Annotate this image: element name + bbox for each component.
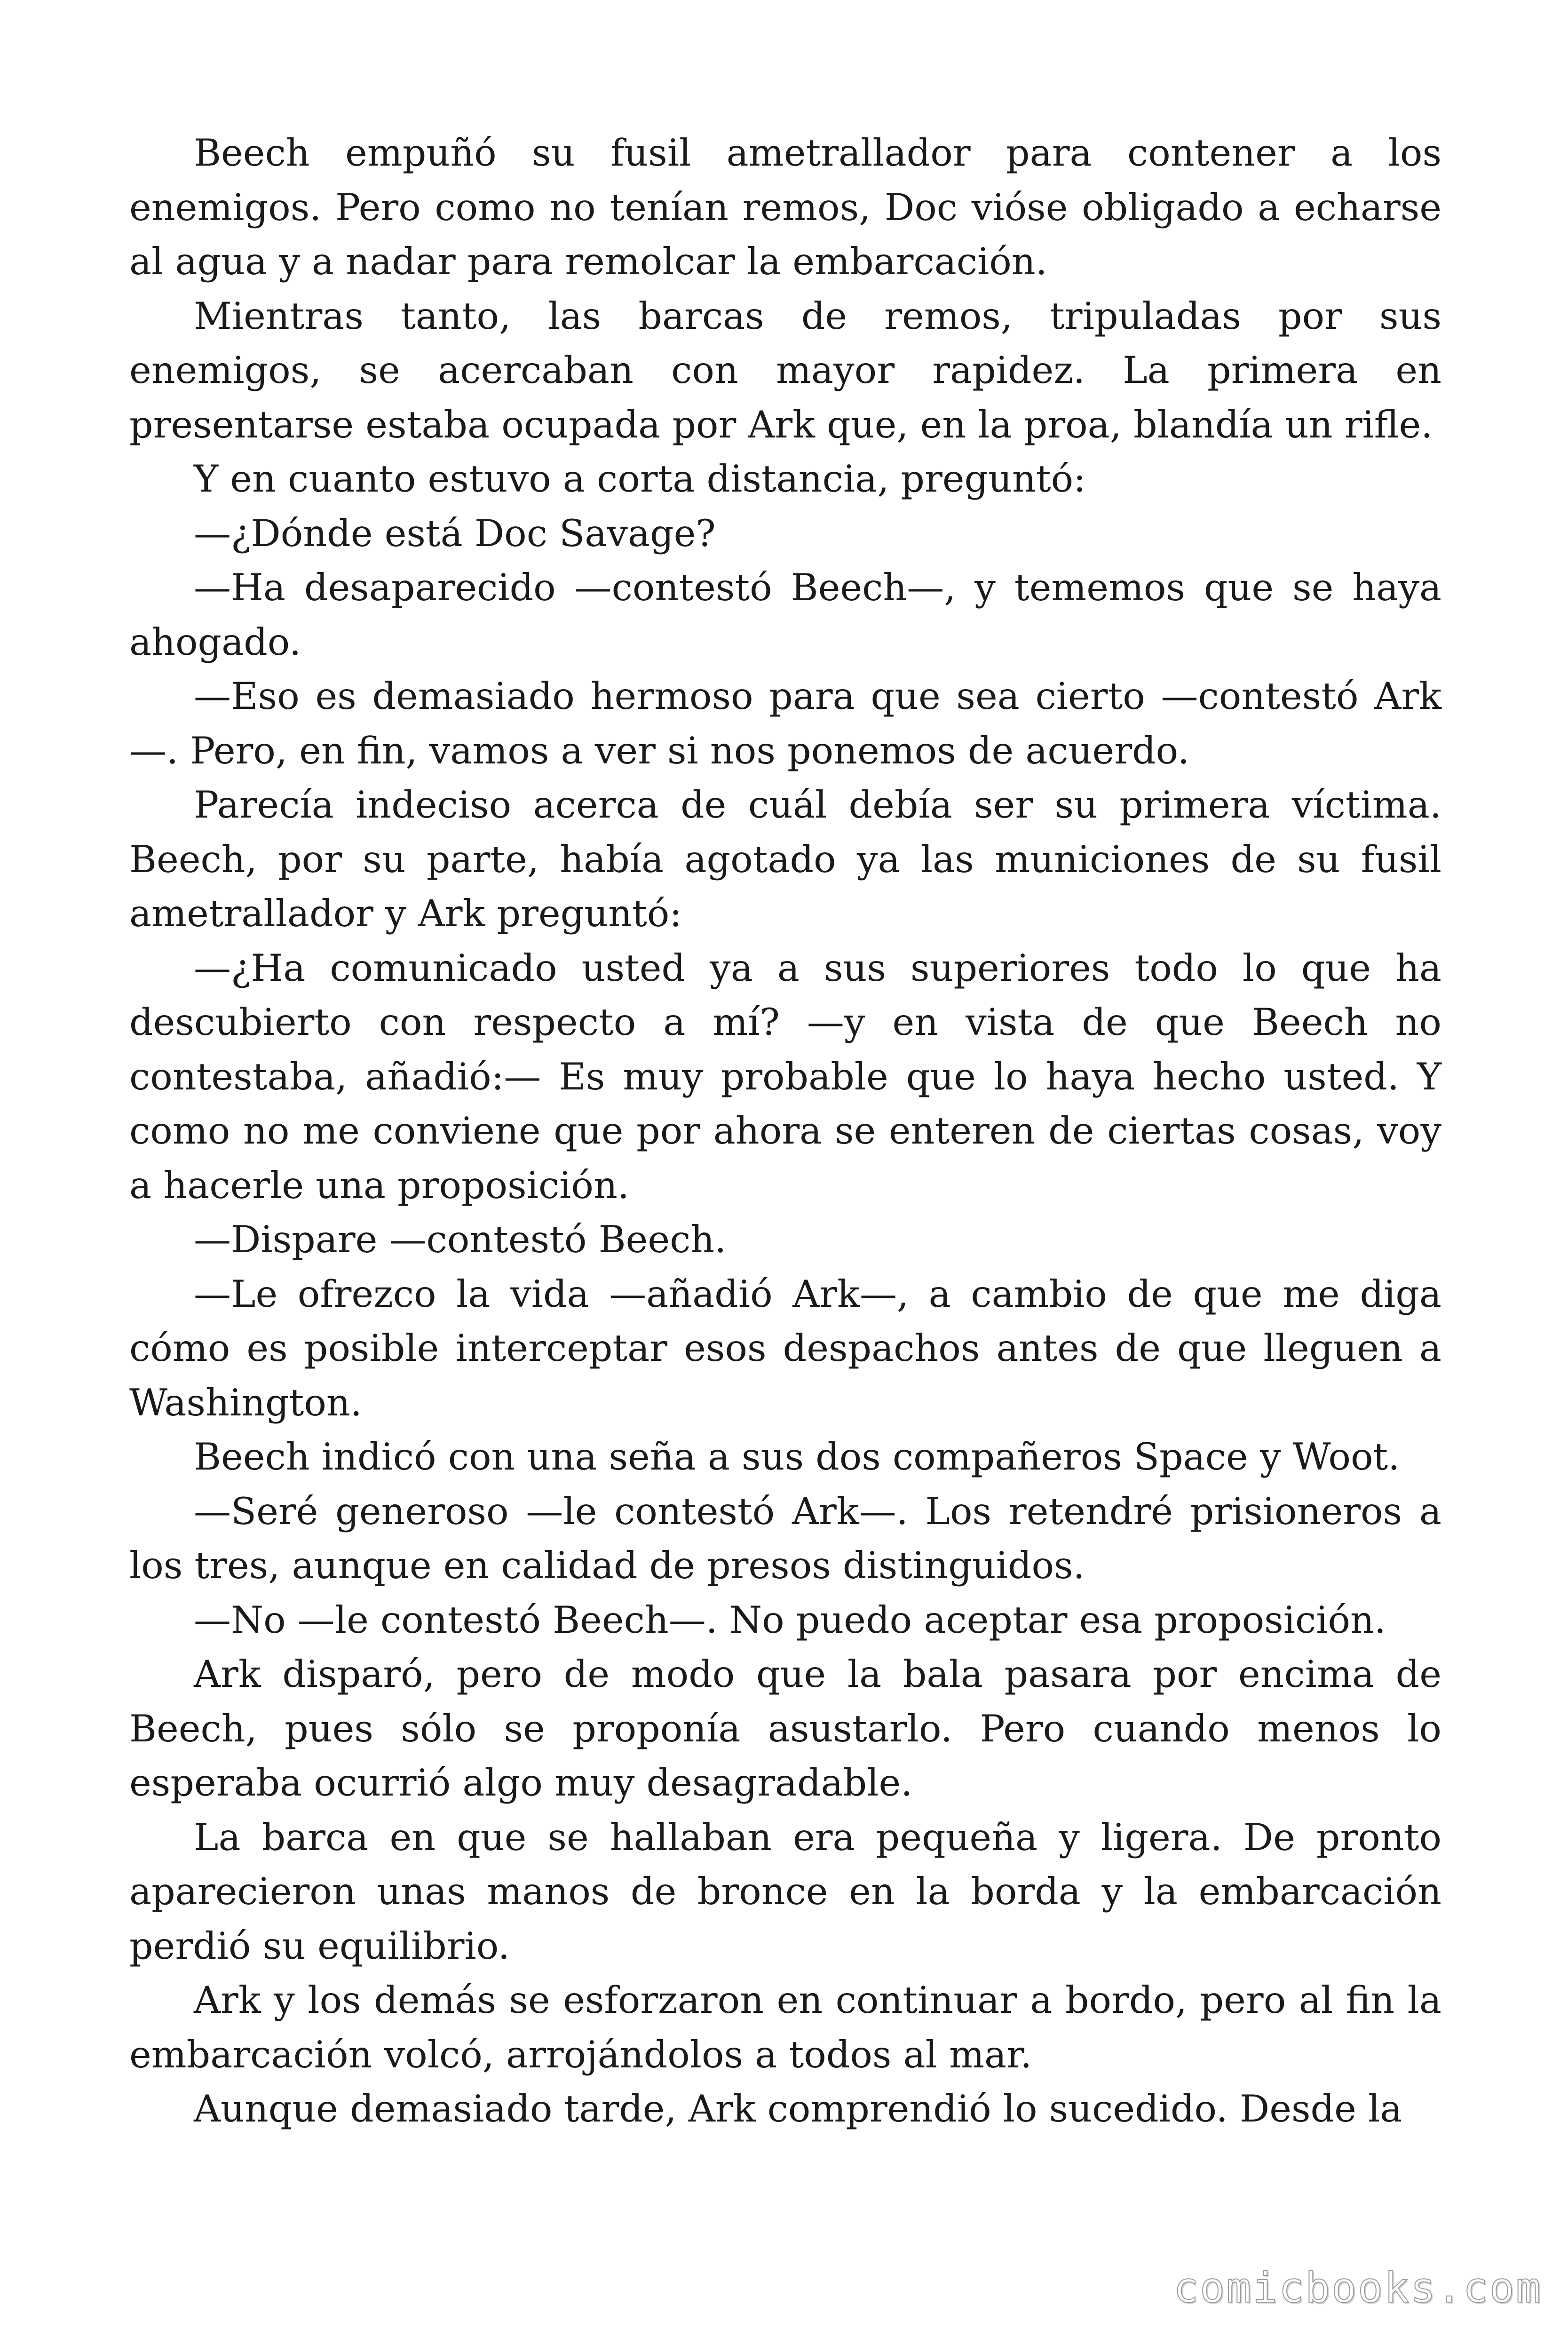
paragraph: Beech empuñó su fusil ametrallador para contener a los enemigos. Pero como no tenían remos, Doc vióse obligado a echarse al agua y a nadar para remolcar la embarcación. [129,131,1441,283]
paragraph: —Eso es demasiado hermoso para que sea cierto —contestó Ark —. Pero, en fin, vamos a ver si nos ponemos de acuerdo. [129,675,1441,772]
watermark: comicbooks.com [1173,2264,1542,2312]
paragraph: Ark disparó, pero de modo que la bala pasara por encima de Beech, pues sólo se proponía asustarlo. Pero cuando menos lo esperaba ocurrió algo muy desagradable. [129,1653,1441,1804]
paragraph: —¿Dónde está Doc Savage? [194,511,716,555]
paragraph: —Ha desaparecido —contestó Beech—, y tememos que se haya ahogado. [129,566,1441,664]
paragraph: —Le ofrezco la vida —añadió Ark—, a cambio de que me diga cómo es posible interceptar esos despachos antes de que lleguen a Washington. [129,1272,1441,1424]
paragraph: Y en cuanto estuvo a corta distancia, preguntó: [194,457,1086,501]
paragraph: Beech indicó con una seña a sus dos compañeros Space y Woot. [194,1435,1400,1478]
paragraph: Aunque demasiado tarde, Ark comprendió lo sucedido. Desde la [194,2087,1402,2130]
paragraph: —No —le contestó Beech—. No puedo aceptar esa proposición. [194,1598,1386,1642]
paragraph: La barca en que se hallaban era pequeña y ligera. De pronto aparecieron unas manos de bronce en la borda y la embarcación perdió su equilibrio. [129,1815,1441,1968]
paragraph: —Dispare —contestó Beech. [194,1218,727,1261]
paragraph: Ark y los demás se esforzaron en continuar a bordo, pero al fin la embarcación volcó, arrojándolos a todos al mar. [129,1979,1441,2076]
paragraph: Mientras tanto, las barcas de remos, tripuladas por sus enemigos, se acercaban con mayor rapidez. La primera en presentarse estaba ocupada por Ark que, en la proa, blandía un rifle. [129,294,1441,446]
paragraph: —Seré generoso —le contestó Ark—. Los retendré prisioneros a los tres, aunque en calidad de presos distinguidos. [129,1489,1441,1587]
page-body [129,126,1441,2137]
paragraph: —¿Ha comunicado usted ya a sus superiores todo lo que ha descubierto con respecto a mí? —y en vista de que Beech no contestaba, añadió:— Es muy probable que lo haya hecho usted. Y como no me conviene que por ahora se enteren de ciertas cosas, voy a hacerle una proposición. [129,946,1441,1207]
paragraph: Parecía indeciso acerca de cuál debía ser su primera víctima. Beech, por su parte, había agotado ya las municiones de su fusil ametrallador y Ark preguntó: [129,783,1441,935]
